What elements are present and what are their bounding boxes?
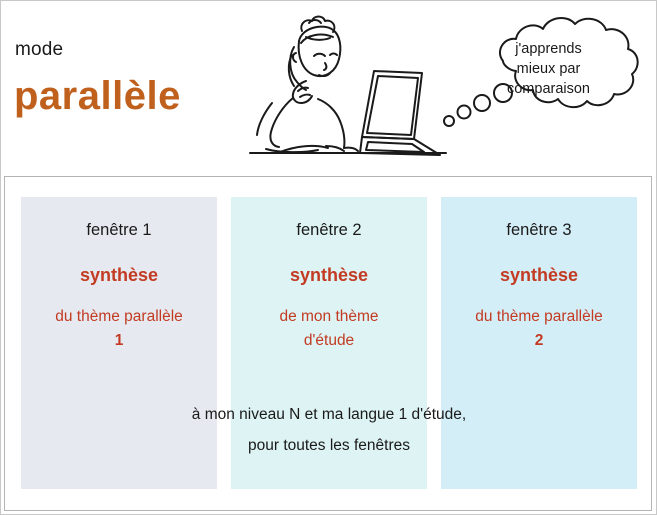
window-2-sub-line-2: d'étude [303,332,355,349]
window-2-subtitle [231,305,427,353]
window-2-title: fenêtre 2 [296,221,362,239]
thought-bubble-text [476,39,621,99]
window-3-keyword: synthèse [499,265,579,285]
window-2-sub-line-1: de mon thème [279,308,379,325]
thought-bubble-line-2: mieux par [516,61,581,77]
panel-footer [5,399,653,461]
window-1-sub-line-2: 1 [114,332,124,349]
mode-label: mode [15,39,64,60]
thought-bubble-line-1: j'apprends [515,41,582,57]
windows-panel [4,176,652,511]
person-thinking-with-laptop-icon [206,3,456,178]
window-1-subtitle [21,305,217,353]
page-title: parallèle [14,74,181,118]
panel-footer-line-2: pour toutes les fenêtres [248,437,410,454]
panel-footer-line-1: à mon niveau N et ma langue 1 d'étude, [191,406,467,423]
windows-columns [5,177,653,510]
window-1-sub-line-1: du thème parallèle [55,308,183,325]
window-1-keyword: synthèse [79,265,159,285]
thought-bubble-line-3: comparaison [506,81,590,97]
window-3-sub-line-2: 2 [534,332,544,349]
window-3-sub-line-1: du thème parallèle [475,308,603,325]
window-1-title: fenêtre 1 [86,221,152,239]
thought-bubble [441,5,656,150]
window-3-title: fenêtre 3 [506,221,572,239]
window-2-keyword: synthèse [289,265,369,285]
window-3-subtitle [441,305,637,353]
